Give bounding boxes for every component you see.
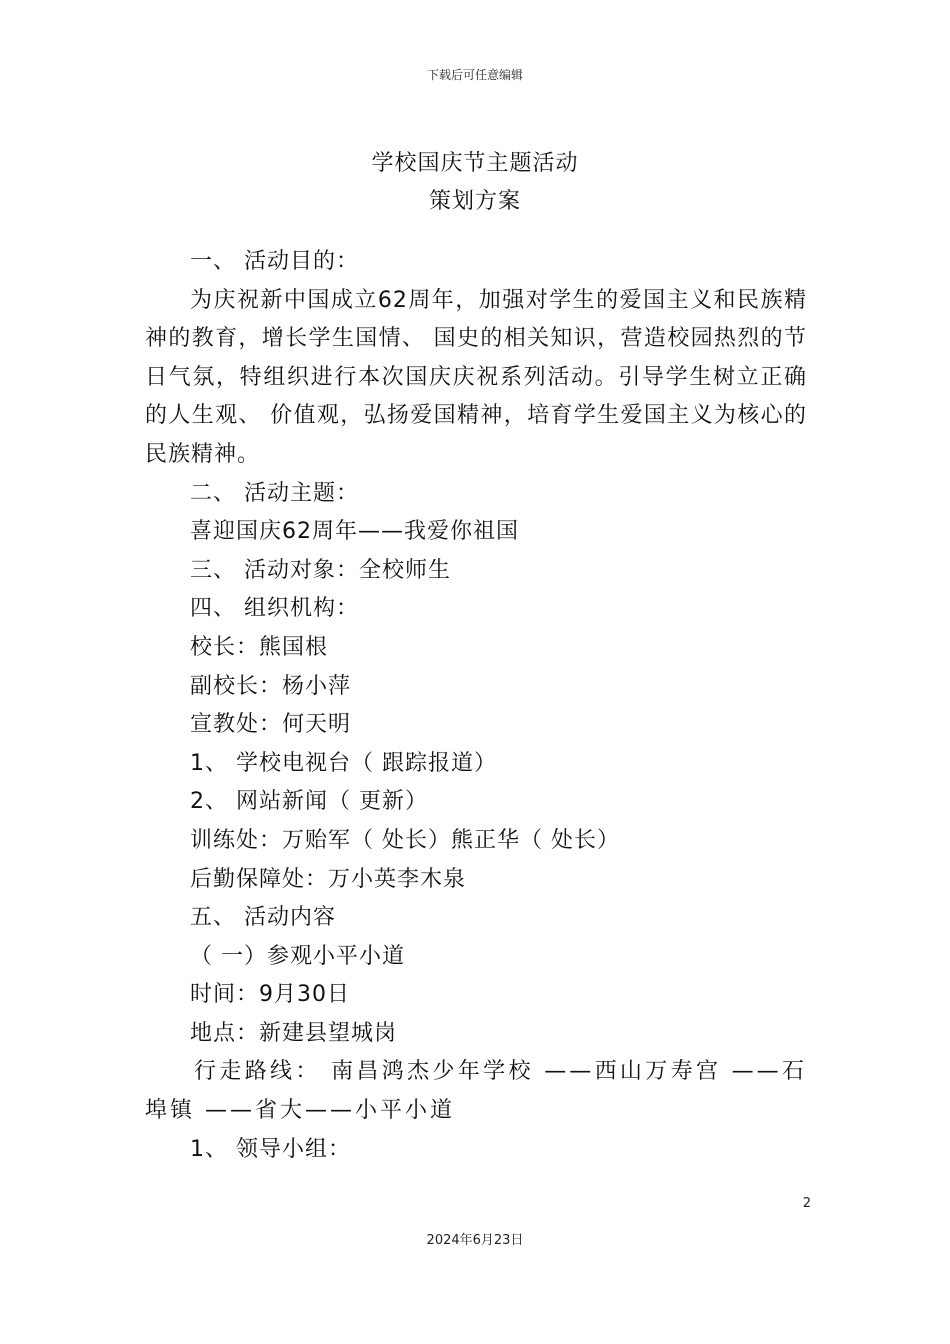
section-heading-theme: 二、 活动主题： <box>190 480 359 506</box>
org-logistics-office: 后勤保障处：万小英李木泉 <box>190 866 467 892</box>
page-header: 下载后可任意编辑 <box>426 68 523 82</box>
leader-group-heading: 1、 领导小组： <box>190 1136 351 1162</box>
visit-time: 时间：9月30日 <box>190 982 350 1008</box>
document-title: 学校国庆节主题活动 <box>371 151 579 176</box>
section-heading-audience: 三、 活动对象：全校师生 <box>190 557 451 583</box>
org-propaganda-office: 宣教处：何天明 <box>190 712 352 738</box>
subsection-heading-visit: （ 一）参观小平小道 <box>190 943 405 969</box>
org-training-office: 训练处：万贻军（ 处长）熊正华（ 处长） <box>190 827 620 853</box>
theme-text: 喜迎国庆62周年——我爱你祖国 <box>190 519 519 545</box>
page-number: 2 <box>802 1196 811 1211</box>
org-principal: 校长：熊国根 <box>190 634 329 660</box>
section-heading-organization: 四、 组织机构： <box>190 596 359 622</box>
document-body <box>145 243 807 1169</box>
purpose-paragraph: 为庆祝新中国成立62周年，加强对学生的爱国主义和民族精神的教育，增长学生国情、 国史的相关知识，营造校园热烈的节日气氛，特组织进行本次国庆庆祝系列活动。引导学生树立正确的人生观、 价值观，弘扬爱国精神，培育学生爱国主义为核心的民族精神。 <box>145 287 807 467</box>
org-item-tv: 1、 学校电视台（ 跟踪报道） <box>190 750 497 776</box>
footer-date: 2024年6月23日 <box>426 1233 524 1248</box>
visit-route: 行走路线： 南昌鸿杰少年学校 ——西山万寿宫 ——石埠镇 ——省大——小平小道 <box>145 1059 807 1124</box>
section-heading-purpose: 一、 活动目的： <box>190 249 359 274</box>
org-item-website: 2、 网站新闻（ 更新） <box>190 789 428 815</box>
document-subtitle: 策划方案 <box>428 189 521 214</box>
org-vice-principal: 副校长：杨小萍 <box>190 673 352 699</box>
section-heading-content: 五、 活动内容 <box>190 905 336 931</box>
visit-place: 地点：新建县望城岗 <box>190 1020 398 1046</box>
